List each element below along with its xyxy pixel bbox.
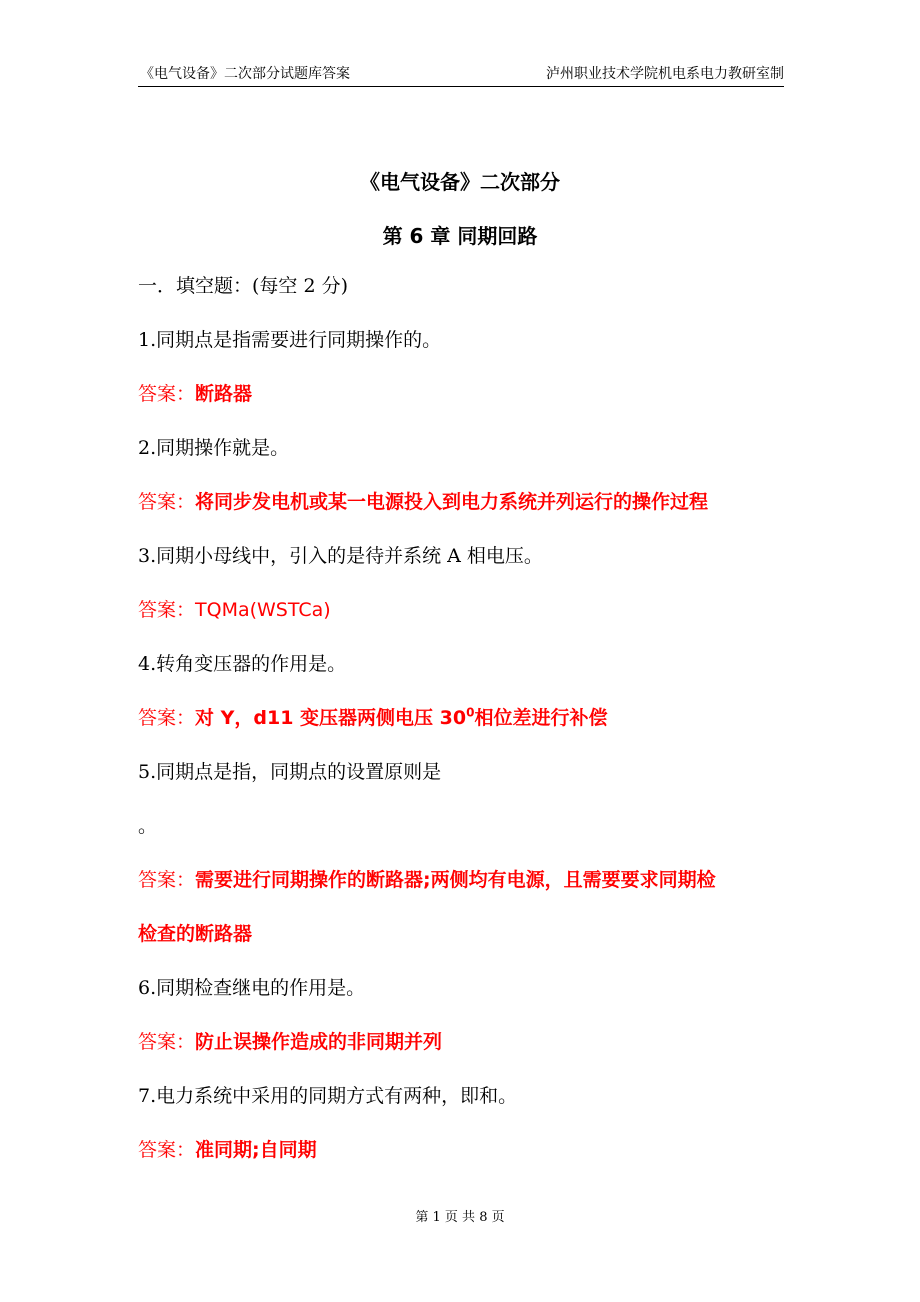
answer-text: 需要进行同期操作的断路器;两侧均有电源，且需要要求同期检 — [195, 869, 716, 891]
answer-7 — [138, 1136, 808, 1164]
answer-label: 答案： — [138, 707, 196, 729]
answer-text-tail: 相位差进行补偿 — [474, 707, 608, 729]
answer-text: 准同期;自同期 — [195, 1139, 317, 1161]
answer-5-cont — [138, 920, 808, 948]
answer-2 — [138, 488, 808, 516]
answer-label: 答案： — [138, 599, 196, 621]
header-left-text: 《电气设备》二次部分试题库答案 — [140, 66, 350, 82]
answer-5 — [138, 866, 808, 894]
answer-label: 答案： — [138, 1031, 196, 1053]
answer-3 — [138, 596, 808, 624]
answer-label: 答案： — [138, 491, 196, 513]
question-1: 1.同期点是指需要进行同期操作的。 — [138, 329, 442, 351]
chapter-title: 第 6 章 同期回路 — [382, 224, 538, 248]
question-2: 2.同期操作就是。 — [138, 437, 290, 459]
document-title: 《电气设备》二次部分 — [360, 170, 560, 194]
question-6: 6.同期检查继电的作用是。 — [138, 977, 366, 999]
page-footer: 第 1 页 共 8 页 — [415, 1210, 505, 1225]
answer-text: 防止误操作造成的非同期并列 — [195, 1031, 443, 1053]
answer-text: 断路器 — [195, 383, 253, 405]
answer-label: 答案： — [138, 869, 196, 891]
answer-text: 将同步发电机或某一电源投入到电力系统并列运行的操作过程 — [195, 491, 709, 513]
answer-4 — [138, 704, 808, 732]
answer-text: 对 Y，d11 变压器两侧电压 30 — [195, 707, 467, 729]
question-7: 7.电力系统中采用的同期方式有两种，即和。 — [138, 1085, 518, 1107]
question-5: 5.同期点是指，同期点的设置原则是 — [138, 761, 442, 783]
page-header — [138, 64, 784, 87]
question-4: 4.转角变压器的作用是。 — [138, 653, 347, 675]
answer-1 — [138, 380, 808, 408]
header-right-text: 泸州职业技术学院机电系电力教研室制 — [546, 66, 784, 82]
question-3: 3.同期小母线中，引入的是待并系统 A 相电压。 — [138, 545, 543, 567]
answer-6 — [138, 1028, 808, 1056]
answer-label: 答案： — [138, 1139, 196, 1161]
answer-text: TQMa(WSTCa) — [195, 599, 331, 621]
question-5-cont: 。 — [138, 815, 158, 837]
answer-label: 答案： — [138, 383, 196, 405]
answer-text: 检查的断路器 — [138, 923, 253, 945]
degree-superscript: 0 — [466, 705, 475, 720]
section-heading: 一．填空题：(每空 2 分) — [138, 275, 348, 297]
